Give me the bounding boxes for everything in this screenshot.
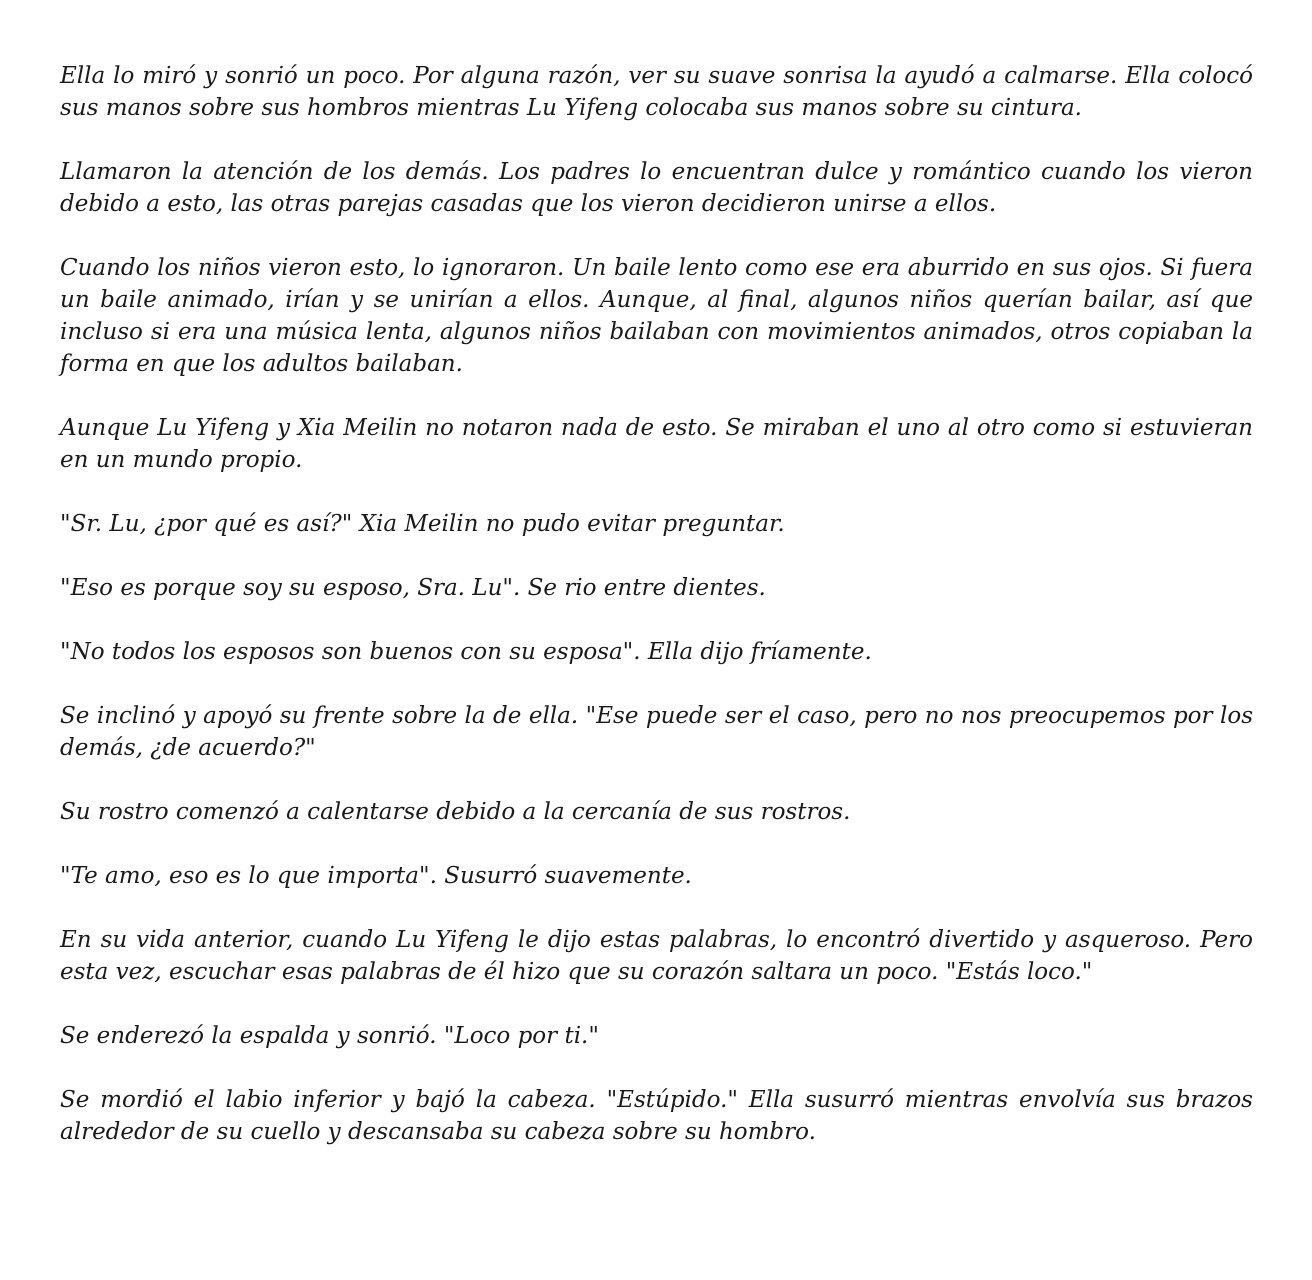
paragraph: "Eso es porque soy su esposo, Sra. Lu". Se rio entre dientes. xyxy=(60,575,766,601)
paragraph: "Te amo, eso es lo que importa". Susurró suavemente. xyxy=(60,863,692,889)
paragraph: "No todos los esposos son buenos con su esposa". Ella dijo fríamente. xyxy=(60,639,872,665)
paragraph: Ella lo miró y sonrió un poco. Por alguna razón, ver su suave sonrisa la ayudó a calmarse. Ella colocó sus manos sobre sus hombros mientras Lu Yifeng colocaba sus manos sobre su cintura. xyxy=(60,63,1253,121)
paragraph: En su vida anterior, cuando Lu Yifeng le dijo estas palabras, lo encontró divertido y asqueroso. Pero esta vez, escuchar esas palabras de él hizo que su corazón saltara un poco. "Estás loco." xyxy=(60,927,1253,985)
paragraph: "Sr. Lu, ¿por qué es así?" Xia Meilin no pudo evitar preguntar. xyxy=(60,511,785,537)
paragraph: Cuando los niños vieron esto, lo ignoraron. Un baile lento como ese era aburrido en sus ojos. Si fuera un baile animado, irían y se unirían a ellos. Aunque, al final, algunos niños querían bailar, así que incluso si era una música lenta, algunos niños bailaban con movimientos animados, otros copiaban la forma en que los adultos bailaban. xyxy=(60,255,1253,377)
paragraph: Se enderezó la espalda y sonrió. "Loco por ti." xyxy=(60,1023,599,1049)
paragraph: Se mordió el labio inferior y bajó la cabeza. "Estúpido." Ella susurró mientras envolvía sus brazos alrededor de su cuello y descansaba su cabeza sobre su hombro. xyxy=(60,1087,1253,1145)
paragraph: Llamaron la atención de los demás. Los padres lo encuentran dulce y romántico cuando los vieron debido a esto, las otras parejas casadas que los vieron decidieron unirse a ellos. xyxy=(60,159,1253,217)
paragraph: Aunque Lu Yifeng y Xia Meilin no notaron nada de esto. Se miraban el uno al otro como si estuvieran en un mundo propio. xyxy=(60,415,1253,473)
paragraph: Su rostro comenzó a calentarse debido a la cercanía de sus rostros. xyxy=(60,799,851,825)
paragraph: Se inclinó y apoyó su frente sobre la de ella. "Ese puede ser el caso, pero no nos preocupemos por los demás, ¿de acuerdo?" xyxy=(60,703,1253,761)
